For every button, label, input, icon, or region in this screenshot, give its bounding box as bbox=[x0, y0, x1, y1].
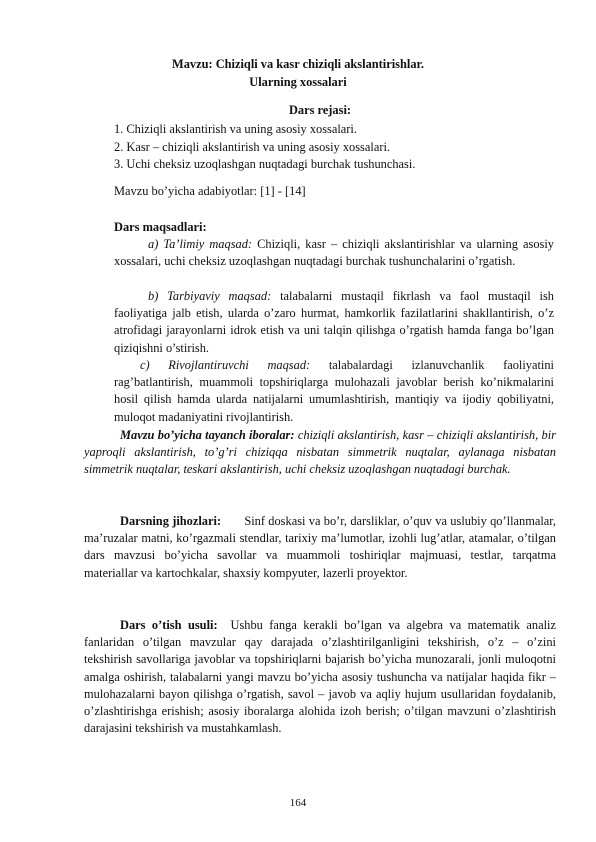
page-title-line1: Mavzu: Chiziqli va kasr chiziqli akslantirishlar. bbox=[172, 57, 424, 71]
method-text: Ushbu fanga kerakli bo’lgan va algebra va matematik analiz fanlaridan o’tilgan mavzular qay darajada o’zlashtirilganligini tekshirish, o’z – o’zini tekshirish savollariga javoblar va topshiriqlarni bajarish bo’yicha munozarali, jonli muloqotni amalga oshirish, talabalarni yangi mavzu bo’yicha asosiy tushuncha va natijalar haqida fikr – mulohazalarni bayon qilishga o’rgatish, savol – javob va aqliy hujum usullaridan foydalanib, o’zlashtirishga erishish; asosiy iboralarga alohida izoh berish; o’tilgan mavzuni o’zlashtirish darajasini tekshirish va mustahkamlash. bbox=[84, 618, 556, 736]
equipment-text: Sinf doskasi va bo’r, darsliklar, o’quv va uslubiy qo’llanmalar, ma’ruzalar matni, ko’rgazmali stendlar, tarixiy ma’lumotlar, izohli lug’atlar, atamalar, o’tilgan dars mavzusi bo’yicha savollar va muammoli toshiriqlar majmuasi, testlar, tarqatma materiallar va kartochkalar, shaxsiy kompyuter, lazerli proyektor. bbox=[84, 514, 557, 580]
goal-c-label: c) Rivojlantiruvchi maqsad: bbox=[140, 358, 311, 372]
method-label: Dars o’tish usuli: bbox=[120, 618, 218, 632]
page-title-line2: Ularning xossalari bbox=[249, 75, 347, 89]
goal-a-text: Chiziqli, kasr – chiziqli akslantirishlar va ularning asosiy xossalari, uchi cheksiz uzoqlashgan nuqtadagi burchak tushunchalarini o’rgatish. bbox=[114, 237, 554, 269]
keywords-text: chiziqli akslantirish, kasr – chiziqli akslantirish, bir yaproqli akslantirish, to’g’ri chiziqqa nisbatan simmetrik nuqtalar, aylanaga nisbatan simmetrik nuqtalar, teskari akslantirish, uchi cheksiz uzoqlashgan nuqtadagi burchak. bbox=[84, 428, 556, 477]
plan-item: 2. Kasr – chiziqli akslantirish va uning asosiy xossalari. bbox=[114, 139, 390, 154]
goal-b-label: b) Tarbiyaviy maqsad: bbox=[148, 289, 272, 303]
method-paragraph bbox=[84, 617, 556, 737]
goal-c-text: talabalardagi izlanuvchanlik faoliyatini rag’batlantirish, muammoli topshiriqlarga mulohazali javoblar berish ko’nikmalarini hosil qilish hamda ularda natijalarni umumlashtirish, mantiqiy va ijodiy qobiliyatni, muloqot madaniyatini rivojlantirish. bbox=[114, 358, 554, 424]
goal-a bbox=[114, 236, 554, 270]
goal-b-text: talabalarni mustaqil fikrlash va faol mustaqil ish faoliyatiga jalb etish, ularda o’zaro hurmat, hamkorlik fazilatlarini shakllantirish, o’z atrofidagi jarayonlarni idrok etish va uni talqin qilishga o’rgatish hamda fanga bo’lgan qiziqishni o’stirish. bbox=[114, 289, 554, 355]
goal-b bbox=[114, 288, 554, 357]
goal-a-label: a) Ta’limiy maqsad: bbox=[148, 237, 253, 251]
plan-item: 1. Chiziqli akslantirish va uning asosiy xossalari. bbox=[114, 122, 357, 136]
plan-heading: Dars rejasi: bbox=[288, 103, 352, 117]
equipment-paragraph bbox=[84, 513, 556, 582]
plan-list bbox=[114, 121, 415, 174]
goals-heading: Dars maqsadlari: bbox=[114, 220, 207, 234]
equipment-label: Darsning jihozlari: bbox=[120, 514, 222, 528]
keywords-paragraph bbox=[84, 427, 556, 479]
keywords-label: Mavzu bo’yicha tayanch iboralar: bbox=[120, 428, 295, 442]
page-number: 164 bbox=[289, 797, 307, 809]
goal-c bbox=[114, 357, 554, 426]
plan-item: 3. Uchi cheksiz uzoqlashgan nuqtadagi burchak tushunchasi. bbox=[114, 157, 416, 172]
literature-line: Mavzu bo’yicha adabiyotlar: [1] - [14] bbox=[114, 184, 306, 198]
